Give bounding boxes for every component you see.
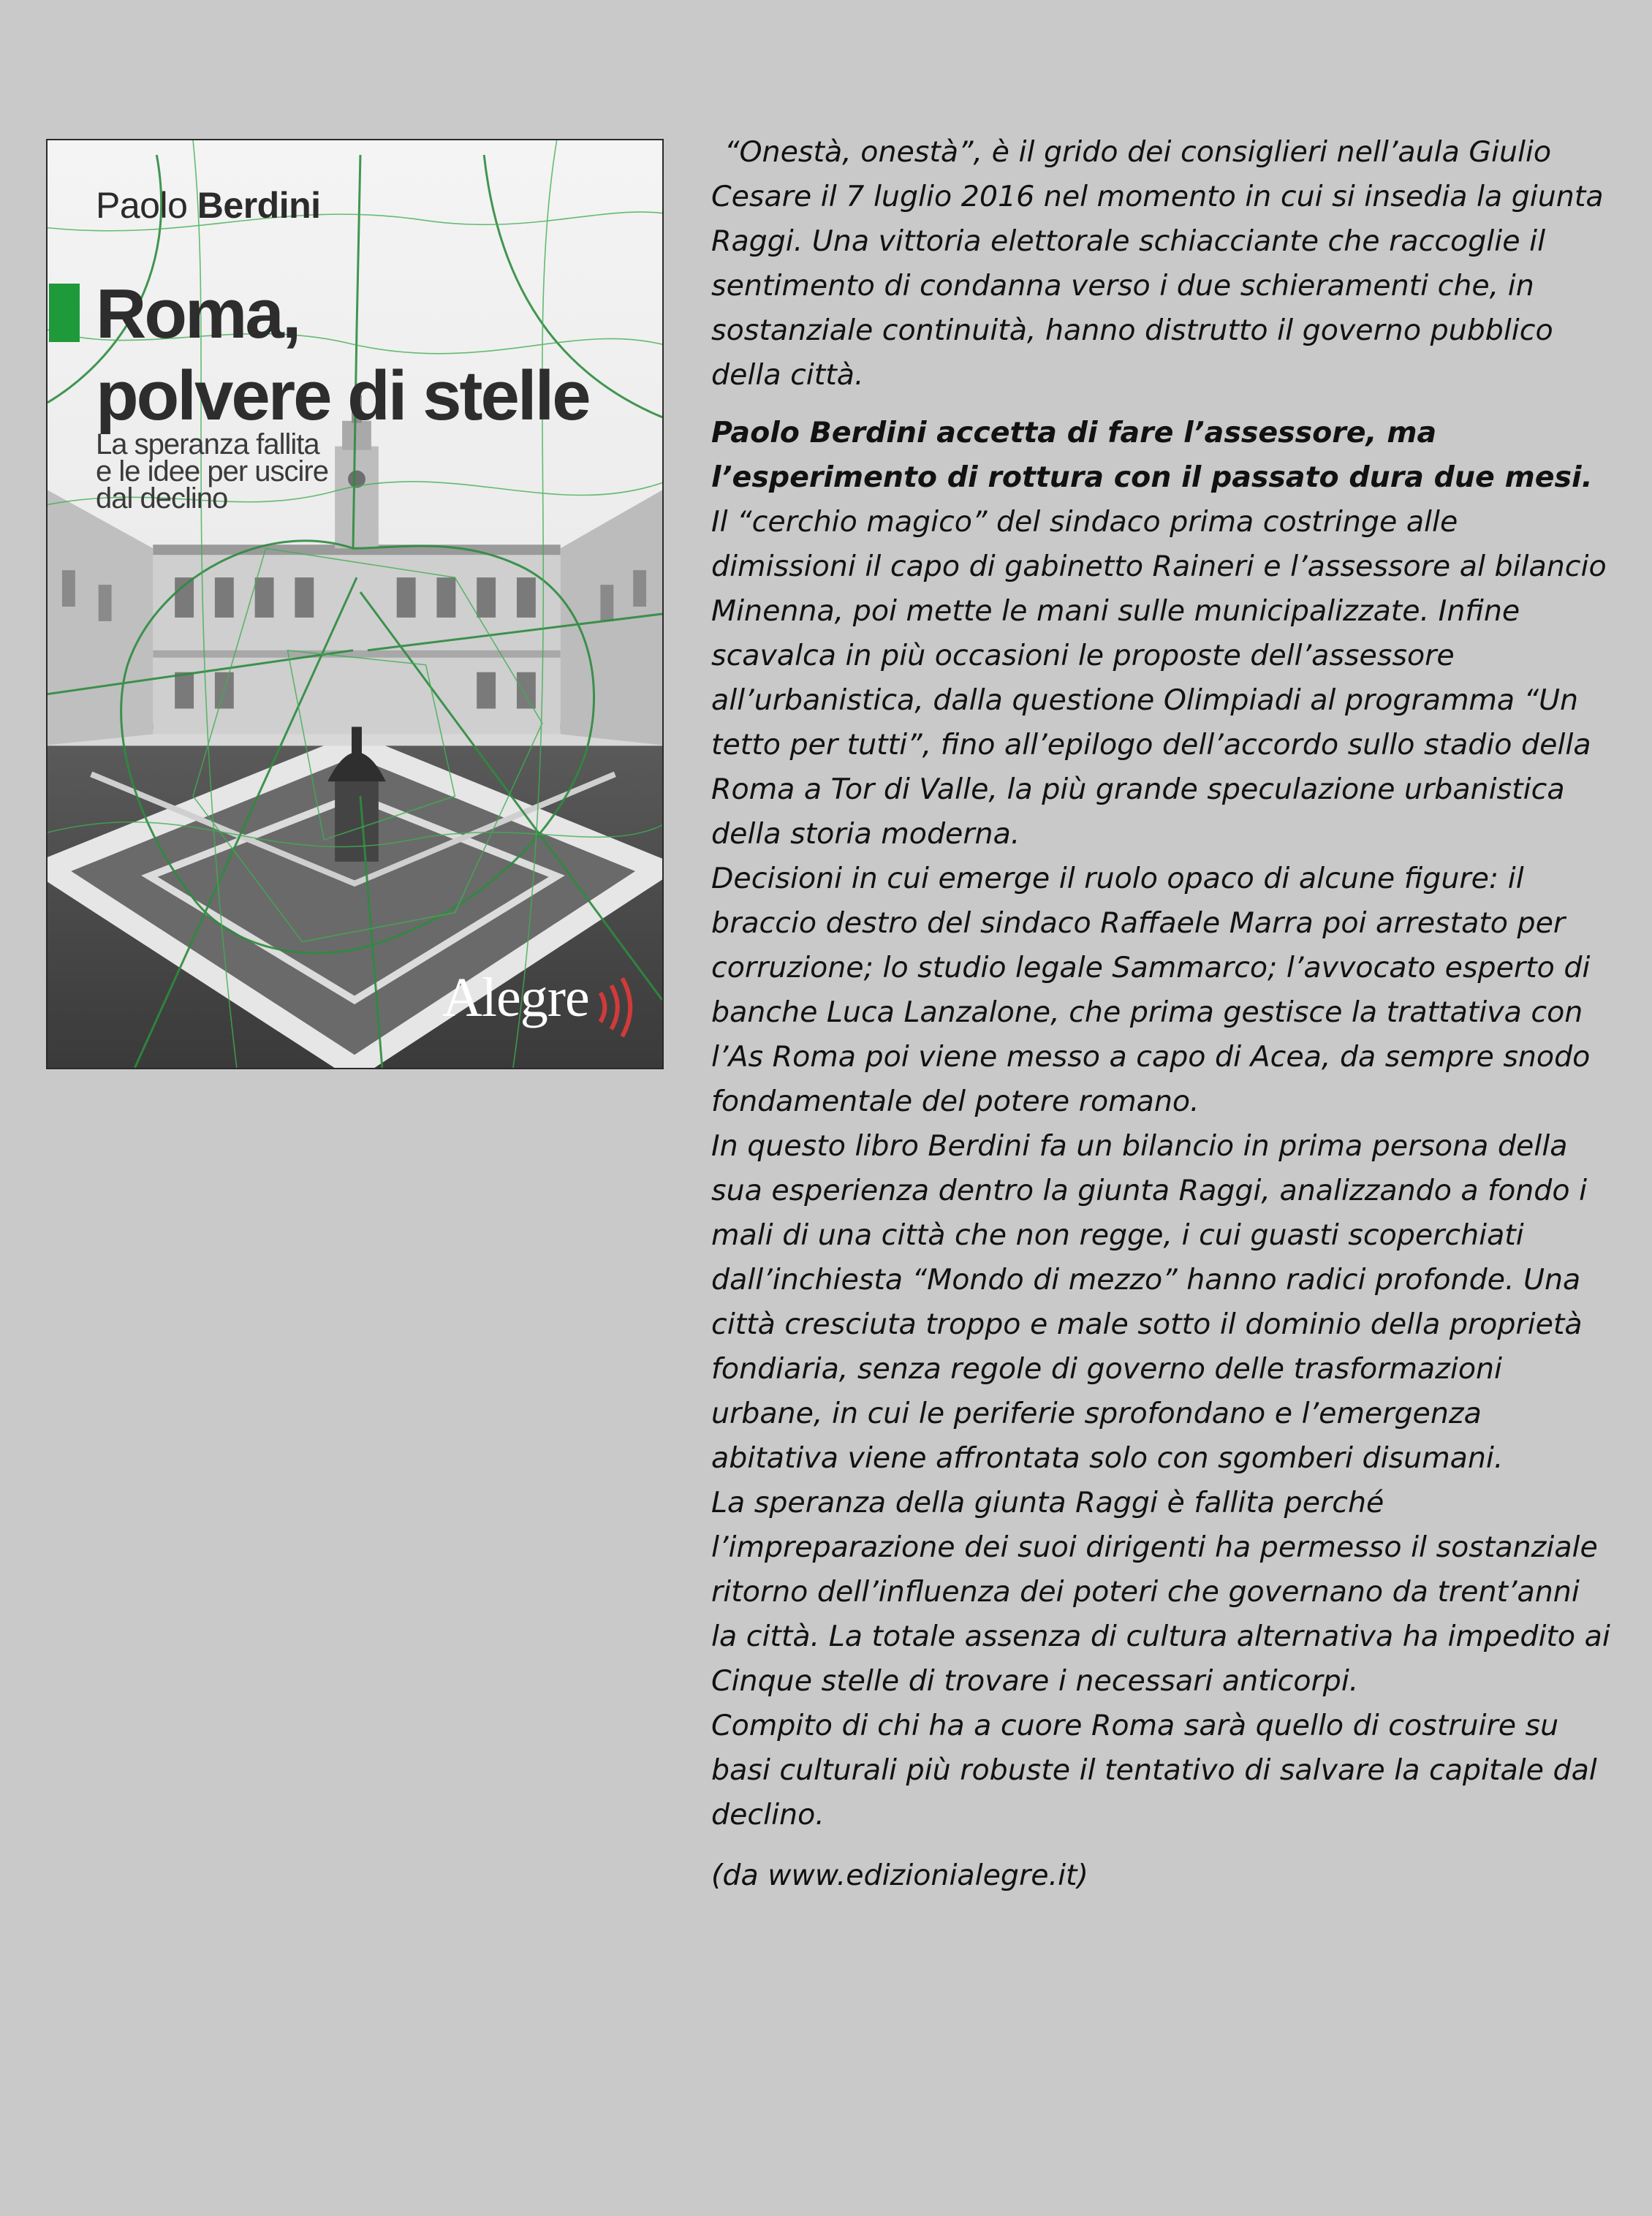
body-paragraph-3: In questo libro Berdini fa un bilancio in prima persona della sua esperienza dentro la giunta Raggi, analizzando a fondo i mali di una città che non regge, i cui guasti scoperchiati dall’inchiesta “Mondo di mezzo” hanno radici profonde. Una città cresciuta troppo e male sotto il dominio della proprietà fondiaria, senza regole di governo delle trasformazioni urbane, in cui le periferie sprofondano e l’emergenza abitativa viene affrontata solo con sgomberi disumani. — [711, 1129, 1588, 1475]
lead-paragraph: Paolo Berdini accetta di fare l’assessore, ma l’esperimento di rottura con il passato dura due mesi. — [711, 416, 1593, 494]
cover-title: Roma, polvere di stelle — [96, 275, 589, 435]
source-credit: (da www.edizionialegre.it) — [711, 1859, 1088, 1892]
cover-accent-bar — [49, 284, 80, 342]
cover-author-last: Berdini — [197, 185, 321, 226]
body-paragraph-5: Compito di chi ha a cuore Roma sarà quello di costruire su basi culturali più robuste il tentativo di salvare la capitale dal declino. — [711, 1709, 1597, 1832]
cover-author-first: Paolo — [96, 185, 188, 226]
book-cover — [46, 139, 664, 1069]
body-paragraph-1: Il “cerchio magico” del sindaco prima costringe alle dimissioni il capo di gabinetto Raineri e l’assessore al bilancio Minenna, poi mette le mani sulle municipalizzate. Infine scavalca in più occasioni le proposte dell’assessore all’urbanistica, dalla questione Olimpiadi al programma “Un tetto per tutti”, fino all’epilogo dell’accordo sullo stadio della Roma a Tor di Valle, la più grande speculazione urbanistica della storia moderna. — [711, 505, 1607, 851]
intro-paragraph: “Onestà, onestà”, è il grido dei consiglieri nell’aula Giulio Cesare il 7 luglio 2016 nel momento in cui si insedia la giunta Raggi. Una vittoria elettorale schiacciante che raccoglie il sentimento di condanna verso i due schieramenti che, in sostanziale continuità, hanno distrutto il governo pubblico della città. — [711, 135, 1604, 392]
article-text — [711, 130, 1610, 1898]
cover-subtitle: La speranza fallita e le idee per uscire dal declino — [96, 428, 328, 515]
cover-publisher-logo: Alegre — [442, 967, 589, 1028]
body-paragraph-2: Decisioni in cui emerge il ruolo opaco di alcune figure: il braccio destro del sindaco Raffaele Marra poi arrestato per corruzione; lo studio legale Sammarco; l’avvocato esperto di banche Luca Lanzalone, che prima gestisce la trattativa con l’As Roma poi viene messo a capo di Acea, da sempre snodo fondamentale del potere romano. — [711, 862, 1591, 1118]
cover-author — [96, 184, 321, 227]
body-paragraph-4: La speranza della giunta Raggi è fallita perché l’impreparazione dei suoi dirigenti ha permesso il sostanziale ritorno dell’influenza dei poteri che governano da trent’anni la città. La totale assenza di cultura alternativa ha impedito ai Cinque stelle di trovare i necessari anticorpi. — [711, 1486, 1610, 1698]
